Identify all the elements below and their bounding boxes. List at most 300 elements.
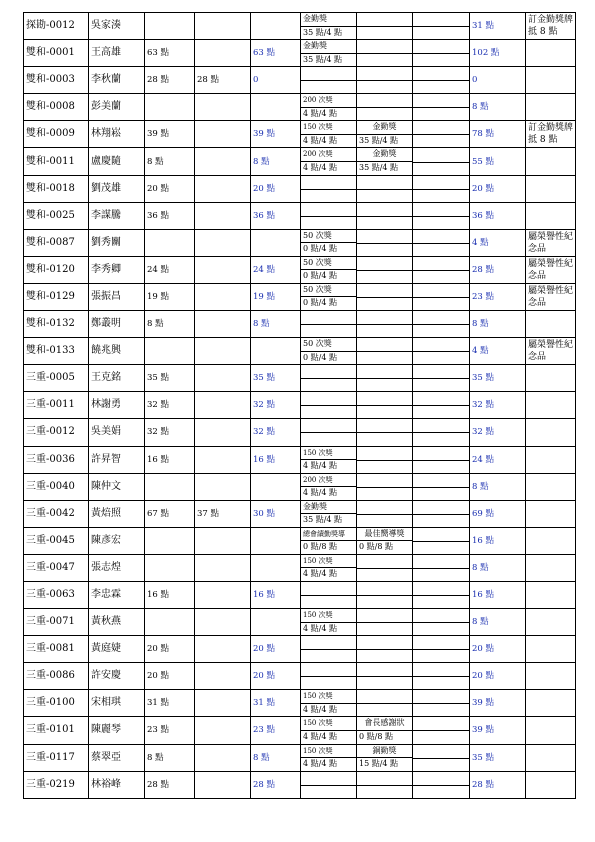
points-used bbox=[195, 40, 251, 67]
award-cell-empty bbox=[357, 446, 413, 473]
award-cell-empty bbox=[357, 311, 413, 338]
points-total: 8 點 bbox=[470, 311, 526, 338]
points-total: 23 點 bbox=[470, 283, 526, 310]
points-total: 8 點 bbox=[470, 94, 526, 121]
points-earned: 35 點 bbox=[145, 365, 195, 392]
member-code: 雙和-0025 bbox=[24, 202, 89, 229]
award-cell-empty bbox=[301, 175, 357, 202]
award-cell-empty bbox=[357, 175, 413, 202]
points-total: 16 點 bbox=[470, 527, 526, 554]
member-name: 饒兆興 bbox=[89, 338, 145, 365]
remark bbox=[526, 690, 576, 717]
award-cell bbox=[301, 338, 357, 365]
award-name: 150 次獎 bbox=[301, 690, 356, 704]
points-earned: 31 點 bbox=[145, 690, 195, 717]
points-used bbox=[195, 121, 251, 148]
points-used bbox=[195, 202, 251, 229]
member-code: 雙和-0008 bbox=[24, 94, 89, 121]
remark: 訂金勤獎牌抵 8 點 bbox=[526, 121, 576, 148]
award-cell-empty bbox=[357, 338, 413, 365]
points-total: 32 點 bbox=[470, 419, 526, 446]
table-row bbox=[24, 500, 576, 527]
member-name: 彭美蘭 bbox=[89, 94, 145, 121]
member-code: 三重-0100 bbox=[24, 690, 89, 717]
award-cell-empty bbox=[357, 40, 413, 67]
table-row bbox=[24, 202, 576, 229]
award-points: 4 點/4 點 bbox=[303, 759, 337, 769]
points-used bbox=[195, 581, 251, 608]
table-row bbox=[24, 365, 576, 392]
award-points: 4 點/4 點 bbox=[303, 731, 337, 741]
remark bbox=[526, 94, 576, 121]
points-used bbox=[195, 663, 251, 690]
remark bbox=[526, 311, 576, 338]
points-total: 20 點 bbox=[470, 636, 526, 663]
table-row bbox=[24, 473, 576, 500]
member-code: 三重-0047 bbox=[24, 554, 89, 581]
award-name: 金勤獎 bbox=[301, 13, 356, 27]
table-row bbox=[24, 446, 576, 473]
award-points: 0 點/4 點 bbox=[303, 352, 337, 362]
member-code: 三重-0036 bbox=[24, 446, 89, 473]
remark bbox=[526, 744, 576, 771]
award-cell bbox=[301, 283, 357, 310]
points-total: 8 點 bbox=[470, 554, 526, 581]
remark: 屬榮譽性紀念品 bbox=[526, 256, 576, 283]
member-name: 許昇智 bbox=[89, 446, 145, 473]
award-points: 0 點/4 點 bbox=[303, 244, 337, 254]
award-cell-empty bbox=[301, 311, 357, 338]
award-cell bbox=[357, 717, 413, 744]
award-cell-empty bbox=[357, 365, 413, 392]
award-points: 0 點/8 點 bbox=[359, 542, 393, 552]
member-code: 雙和-0133 bbox=[24, 338, 89, 365]
member-code: 三重-0005 bbox=[24, 365, 89, 392]
remark bbox=[526, 419, 576, 446]
award-cell-empty bbox=[413, 148, 470, 175]
points-used bbox=[195, 473, 251, 500]
award-cell-empty bbox=[413, 717, 470, 744]
table-row bbox=[24, 67, 576, 94]
award-name: 200 次獎 bbox=[301, 148, 356, 162]
member-name: 陳彥宏 bbox=[89, 527, 145, 554]
points-earned bbox=[145, 13, 195, 40]
award-name: 會長感謝狀 bbox=[357, 717, 412, 731]
remark bbox=[526, 365, 576, 392]
member-code: 雙和-0018 bbox=[24, 175, 89, 202]
points-earned bbox=[145, 94, 195, 121]
points-total: 55 點 bbox=[470, 148, 526, 175]
points-earned bbox=[145, 554, 195, 581]
award-cell bbox=[301, 148, 357, 175]
points-total: 8 點 bbox=[470, 609, 526, 636]
award-name: 150 次獎 bbox=[301, 555, 356, 569]
award-cell-empty bbox=[357, 771, 413, 798]
points-balance: 63 點 bbox=[251, 40, 301, 67]
award-cell-empty bbox=[413, 663, 470, 690]
award-name: 50 次獎 bbox=[301, 257, 356, 271]
award-points: 4 點/4 點 bbox=[303, 461, 337, 470]
remark bbox=[526, 771, 576, 798]
points-total: 39 點 bbox=[470, 717, 526, 744]
award-cell bbox=[301, 40, 357, 67]
award-points: 35 點/4 點 bbox=[303, 54, 343, 64]
member-name: 李謀騰 bbox=[89, 202, 145, 229]
award-points: 4 點/4 點 bbox=[303, 569, 337, 579]
points-used bbox=[195, 311, 251, 338]
award-cell-empty bbox=[357, 500, 413, 527]
points-balance: 20 點 bbox=[251, 175, 301, 202]
member-name: 吳家湊 bbox=[89, 13, 145, 40]
award-cell-empty bbox=[357, 636, 413, 663]
member-code: 探勘-0012 bbox=[24, 13, 89, 40]
award-cell-empty bbox=[357, 229, 413, 256]
award-points: 15 點/4 點 bbox=[359, 759, 399, 769]
points-earned: 28 點 bbox=[145, 67, 195, 94]
award-cell-empty bbox=[413, 419, 470, 446]
award-name: 50 次獎 bbox=[301, 230, 356, 244]
remark bbox=[526, 202, 576, 229]
points-balance: 0 bbox=[251, 67, 301, 94]
points-balance: 16 點 bbox=[251, 581, 301, 608]
points-used bbox=[195, 392, 251, 419]
award-points: 4 點/4 點 bbox=[303, 488, 337, 498]
member-code: 雙和-0011 bbox=[24, 148, 89, 175]
award-cell bbox=[301, 717, 357, 744]
award-cell-empty bbox=[357, 690, 413, 717]
points-earned: 36 點 bbox=[145, 202, 195, 229]
award-cell-empty bbox=[357, 554, 413, 581]
award-cell-empty bbox=[413, 202, 470, 229]
award-name: 金勤獎 bbox=[357, 121, 412, 135]
points-balance: 36 點 bbox=[251, 202, 301, 229]
award-cell-empty bbox=[301, 663, 357, 690]
points-earned bbox=[145, 527, 195, 554]
award-cell bbox=[301, 554, 357, 581]
award-name: 150 次獎 bbox=[301, 745, 356, 759]
points-earned: 8 點 bbox=[145, 311, 195, 338]
member-code: 三重-0040 bbox=[24, 473, 89, 500]
award-cell-empty bbox=[413, 392, 470, 419]
points-balance bbox=[251, 554, 301, 581]
award-cell bbox=[301, 500, 357, 527]
award-cell-empty bbox=[413, 446, 470, 473]
points-earned: 19 點 bbox=[145, 283, 195, 310]
remark bbox=[526, 392, 576, 419]
table-row bbox=[24, 690, 576, 717]
table-row bbox=[24, 554, 576, 581]
points-total: 39 點 bbox=[470, 690, 526, 717]
award-points: 0 點/4 點 bbox=[303, 271, 337, 281]
member-code: 雙和-0129 bbox=[24, 283, 89, 310]
award-cell-empty bbox=[413, 338, 470, 365]
table-row bbox=[24, 311, 576, 338]
member-name: 王克銘 bbox=[89, 365, 145, 392]
award-cell-empty bbox=[357, 473, 413, 500]
award-points: 35 點/4 點 bbox=[303, 515, 343, 525]
award-cell-empty bbox=[413, 609, 470, 636]
points-total: 20 點 bbox=[470, 175, 526, 202]
award-cell-empty bbox=[357, 283, 413, 310]
remark bbox=[526, 40, 576, 67]
points-used bbox=[195, 690, 251, 717]
table-row bbox=[24, 717, 576, 744]
points-used bbox=[195, 527, 251, 554]
award-cell bbox=[301, 13, 357, 40]
points-used bbox=[195, 717, 251, 744]
award-cell-empty bbox=[413, 690, 470, 717]
points-balance: 35 點 bbox=[251, 365, 301, 392]
points-used bbox=[195, 744, 251, 771]
points-total: 28 點 bbox=[470, 256, 526, 283]
table-row bbox=[24, 121, 576, 148]
award-points: 4 點/4 點 bbox=[303, 135, 337, 145]
member-code: 三重-0071 bbox=[24, 609, 89, 636]
member-name: 張志煌 bbox=[89, 554, 145, 581]
points-total: 31 點 bbox=[470, 13, 526, 40]
remark bbox=[526, 581, 576, 608]
points-earned: 16 點 bbox=[145, 581, 195, 608]
points-total: 8 點 bbox=[470, 473, 526, 500]
award-cell-empty bbox=[301, 771, 357, 798]
member-code: 三重-0042 bbox=[24, 500, 89, 527]
award-cell-empty bbox=[357, 419, 413, 446]
award-cell-empty bbox=[357, 67, 413, 94]
remark bbox=[526, 500, 576, 527]
award-cell bbox=[301, 229, 357, 256]
points-earned bbox=[145, 229, 195, 256]
award-cell-empty bbox=[413, 13, 470, 40]
table-row bbox=[24, 148, 576, 175]
award-name: 50 次獎 bbox=[301, 338, 356, 352]
award-cell-empty bbox=[413, 175, 470, 202]
points-total: 78 點 bbox=[470, 121, 526, 148]
award-points: 35 點/4 點 bbox=[359, 135, 399, 145]
points-balance: 20 點 bbox=[251, 636, 301, 663]
points-used bbox=[195, 148, 251, 175]
points-balance: 28 點 bbox=[251, 771, 301, 798]
points-used bbox=[195, 446, 251, 473]
points-used bbox=[195, 13, 251, 40]
points-total: 36 點 bbox=[470, 202, 526, 229]
member-name: 林謝勇 bbox=[89, 392, 145, 419]
points-earned: 23 點 bbox=[145, 717, 195, 744]
member-name: 劉茂雄 bbox=[89, 175, 145, 202]
award-cell-empty bbox=[413, 365, 470, 392]
award-points: 0 點/8 點 bbox=[359, 731, 393, 741]
points-earned: 24 點 bbox=[145, 256, 195, 283]
table-row bbox=[24, 609, 576, 636]
table-row bbox=[24, 527, 576, 554]
points-balance: 8 點 bbox=[251, 311, 301, 338]
points-balance bbox=[251, 13, 301, 40]
award-name: 最佳嚮導獎 bbox=[357, 528, 412, 542]
table-row bbox=[24, 392, 576, 419]
points-used bbox=[195, 771, 251, 798]
award-cell-empty bbox=[357, 202, 413, 229]
points-balance: 31 點 bbox=[251, 690, 301, 717]
award-cell bbox=[301, 609, 357, 636]
award-name: 200 次獎 bbox=[301, 474, 356, 488]
member-code: 三重-0081 bbox=[24, 636, 89, 663]
remark bbox=[526, 148, 576, 175]
award-points: 4 點/4 點 bbox=[303, 704, 337, 714]
member-code: 三重-0101 bbox=[24, 717, 89, 744]
award-cell-empty bbox=[357, 13, 413, 40]
member-name: 劉秀關 bbox=[89, 229, 145, 256]
award-cell bbox=[301, 744, 357, 771]
award-cell-empty bbox=[413, 771, 470, 798]
award-cell-empty bbox=[413, 121, 470, 148]
award-cell-empty bbox=[301, 202, 357, 229]
award-cell-empty bbox=[413, 256, 470, 283]
member-name: 李秀卿 bbox=[89, 256, 145, 283]
member-code: 三重-0086 bbox=[24, 663, 89, 690]
remark bbox=[526, 663, 576, 690]
points-total: 4 點 bbox=[470, 229, 526, 256]
table-row bbox=[24, 771, 576, 798]
points-earned: 32 點 bbox=[145, 392, 195, 419]
points-balance bbox=[251, 473, 301, 500]
table-row bbox=[24, 744, 576, 771]
award-cell bbox=[301, 690, 357, 717]
points-used bbox=[195, 256, 251, 283]
member-name: 吳美娟 bbox=[89, 419, 145, 446]
member-code: 雙和-0087 bbox=[24, 229, 89, 256]
table-row bbox=[24, 40, 576, 67]
member-code: 雙和-0120 bbox=[24, 256, 89, 283]
points-used bbox=[195, 609, 251, 636]
member-name: 盧慶隨 bbox=[89, 148, 145, 175]
member-name: 林翔崧 bbox=[89, 121, 145, 148]
member-name: 張振昌 bbox=[89, 283, 145, 310]
points-total: 20 點 bbox=[470, 663, 526, 690]
points-total: 35 點 bbox=[470, 744, 526, 771]
points-balance bbox=[251, 338, 301, 365]
table-row bbox=[24, 663, 576, 690]
award-cell-empty bbox=[357, 94, 413, 121]
points-earned: 28 點 bbox=[145, 771, 195, 798]
remark bbox=[526, 554, 576, 581]
award-cell-empty bbox=[357, 392, 413, 419]
table-row bbox=[24, 256, 576, 283]
points-earned: 16 點 bbox=[145, 446, 195, 473]
table-row bbox=[24, 283, 576, 310]
points-earned bbox=[145, 338, 195, 365]
member-name: 黃秋燕 bbox=[89, 609, 145, 636]
points-earned: 8 點 bbox=[145, 148, 195, 175]
table-row bbox=[24, 419, 576, 446]
remark: 屬榮譽性紀念品 bbox=[526, 338, 576, 365]
member-name: 林裕峰 bbox=[89, 771, 145, 798]
points-earned: 67 點 bbox=[145, 500, 195, 527]
award-cell-empty bbox=[357, 663, 413, 690]
points-used bbox=[195, 636, 251, 663]
award-cell-empty bbox=[301, 419, 357, 446]
award-cell bbox=[301, 256, 357, 283]
points-total: 28 點 bbox=[470, 771, 526, 798]
award-points: 0 點/4 點 bbox=[303, 298, 337, 308]
award-cell-empty bbox=[301, 67, 357, 94]
award-points: 35 點/4 點 bbox=[359, 162, 399, 172]
points-balance: 8 點 bbox=[251, 148, 301, 175]
points-total: 4 點 bbox=[470, 338, 526, 365]
member-name: 鄭叢明 bbox=[89, 311, 145, 338]
points-used bbox=[195, 94, 251, 121]
points-total: 32 點 bbox=[470, 392, 526, 419]
member-name: 蔡翠亞 bbox=[89, 744, 145, 771]
award-cell-empty bbox=[413, 744, 470, 771]
remark bbox=[526, 636, 576, 663]
points-total: 0 bbox=[470, 67, 526, 94]
member-code: 三重-0117 bbox=[24, 744, 89, 771]
member-code: 三重-0011 bbox=[24, 392, 89, 419]
award-points: 4 點/4 點 bbox=[303, 162, 337, 172]
member-name: 王高雄 bbox=[89, 40, 145, 67]
remark: 訂金勤獎牌抵 8 點 bbox=[526, 13, 576, 40]
remark bbox=[526, 717, 576, 744]
points-total: 102 點 bbox=[470, 40, 526, 67]
award-cell bbox=[357, 121, 413, 148]
points-used: 28 點 bbox=[195, 67, 251, 94]
award-cell-empty bbox=[301, 636, 357, 663]
points-used bbox=[195, 283, 251, 310]
table-row bbox=[24, 94, 576, 121]
points-earned: 32 點 bbox=[145, 419, 195, 446]
points-balance: 32 點 bbox=[251, 392, 301, 419]
points-total: 24 點 bbox=[470, 446, 526, 473]
points-balance bbox=[251, 229, 301, 256]
award-name: 150 次獎 bbox=[301, 609, 356, 623]
member-name: 李秋蘭 bbox=[89, 67, 145, 94]
member-code: 三重-0045 bbox=[24, 527, 89, 554]
points-balance: 8 點 bbox=[251, 744, 301, 771]
award-name: 50 次獎 bbox=[301, 284, 356, 298]
points-balance: 24 點 bbox=[251, 256, 301, 283]
points-balance bbox=[251, 94, 301, 121]
remark bbox=[526, 175, 576, 202]
award-name: 150 次獎 bbox=[301, 717, 356, 731]
member-code: 三重-0219 bbox=[24, 771, 89, 798]
remark bbox=[526, 446, 576, 473]
award-name: 150 次獎 bbox=[301, 447, 356, 461]
points-balance: 16 點 bbox=[251, 446, 301, 473]
table-row bbox=[24, 229, 576, 256]
points-used bbox=[195, 419, 251, 446]
award-cell-empty bbox=[413, 636, 470, 663]
points-balance: 39 點 bbox=[251, 121, 301, 148]
member-code: 雙和-0001 bbox=[24, 40, 89, 67]
award-cell-empty bbox=[413, 500, 470, 527]
member-code: 雙和-0132 bbox=[24, 311, 89, 338]
award-name: 銅勤獎 bbox=[357, 745, 412, 759]
table-row bbox=[24, 338, 576, 365]
points-earned: 39 點 bbox=[145, 121, 195, 148]
member-code: 雙和-0009 bbox=[24, 121, 89, 148]
member-name: 宋相琪 bbox=[89, 690, 145, 717]
points-balance: 23 點 bbox=[251, 717, 301, 744]
award-cell-empty bbox=[357, 256, 413, 283]
award-cell-empty bbox=[413, 67, 470, 94]
remark bbox=[526, 609, 576, 636]
points-earned: 63 點 bbox=[145, 40, 195, 67]
points-total: 16 點 bbox=[470, 581, 526, 608]
award-cell-empty bbox=[413, 229, 470, 256]
award-cell bbox=[301, 473, 357, 500]
member-name: 李忠霖 bbox=[89, 581, 145, 608]
award-name: 總會績勤獎導 bbox=[301, 528, 356, 542]
award-name: 金勤獎 bbox=[357, 148, 412, 162]
